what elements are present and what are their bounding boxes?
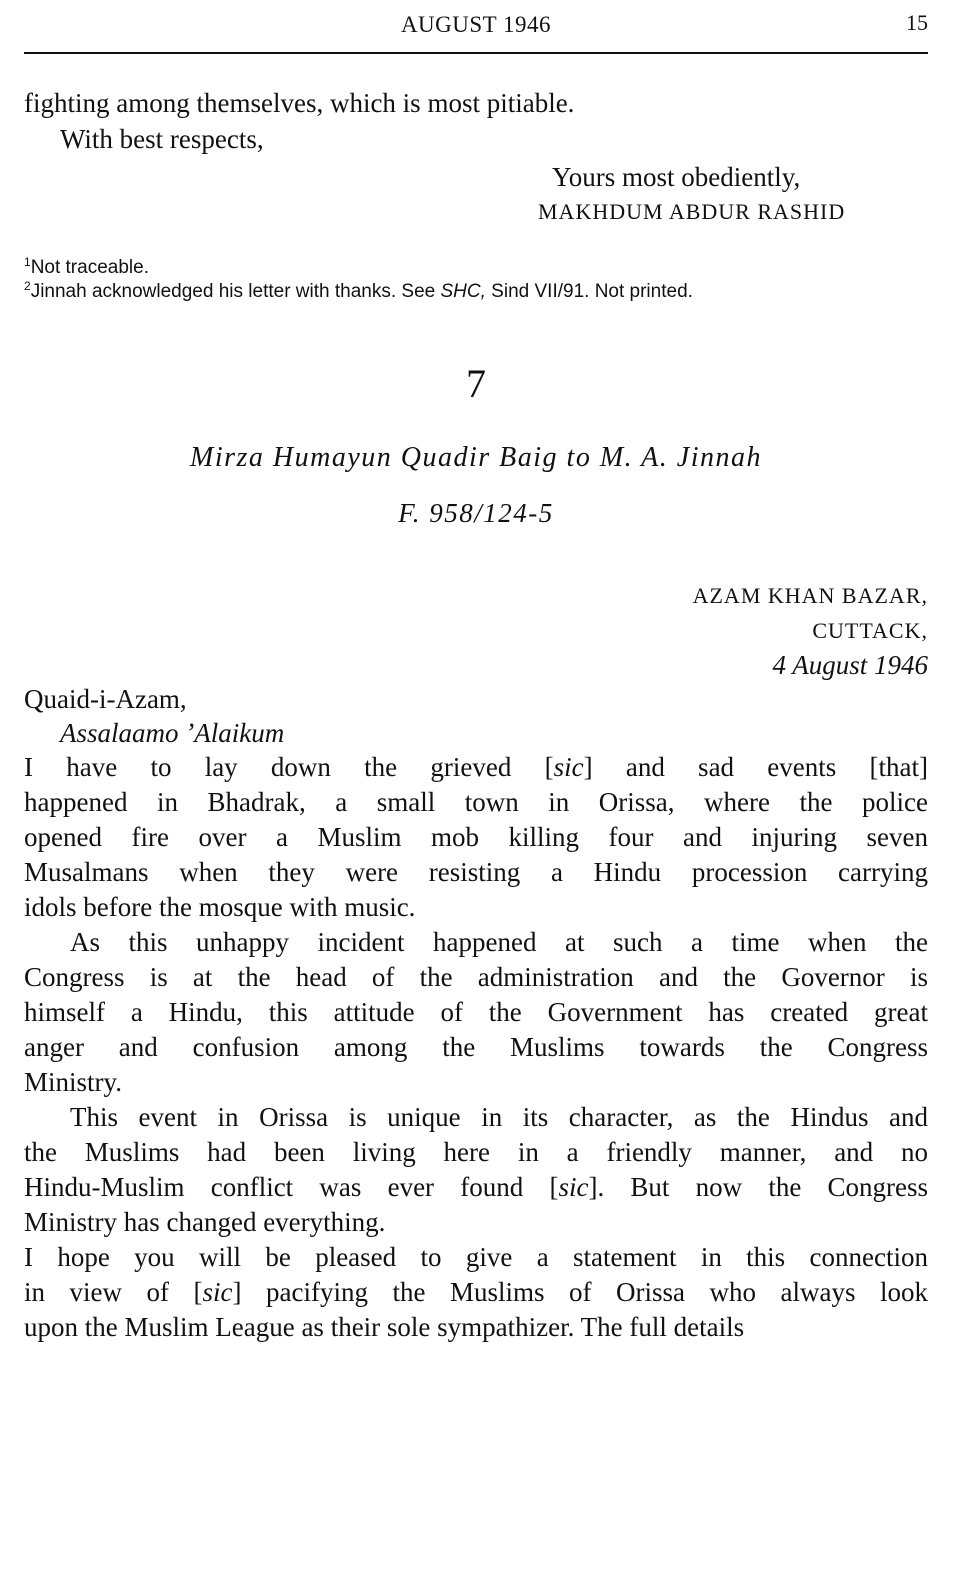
paragraph-line xyxy=(24,1170,928,1205)
greeting xyxy=(24,716,928,751)
previous-letter-regards: With best respects, xyxy=(60,124,264,154)
paragraph-line xyxy=(24,1275,928,1310)
line-text: ] pacifying the Muslims of Orissa who always look xyxy=(232,1277,929,1307)
paragraph-line xyxy=(24,1065,928,1100)
line-text: As this unhappy incident happened at such a time when the xyxy=(70,927,928,957)
line-text: This event in Orissa is unique in its character, as the Hindus and xyxy=(70,1102,928,1132)
letter-body xyxy=(24,750,928,1345)
document-reference: F. 958/124-5 xyxy=(398,498,554,528)
paragraph-line xyxy=(24,1205,928,1240)
running-head xyxy=(24,8,928,44)
line-text: the Muslims had been living here in a friendly manner, and no xyxy=(24,1137,928,1167)
paragraph-line xyxy=(24,855,928,890)
sic-mark: sic xyxy=(202,1277,233,1307)
footnote-1 xyxy=(24,256,928,280)
sender-address xyxy=(693,578,928,683)
sic-mark: sic xyxy=(558,1172,589,1202)
paragraph-line xyxy=(24,925,928,960)
paragraph-line xyxy=(24,1240,928,1275)
header-rule xyxy=(24,52,928,54)
paragraph-line xyxy=(24,820,928,855)
footnote-marker: 1 xyxy=(24,255,31,269)
letter-paragraph xyxy=(24,750,928,925)
address-line: CUTTACK, xyxy=(812,618,928,643)
paragraph-line xyxy=(24,890,928,925)
book-page xyxy=(24,0,928,1591)
document-number: 7 xyxy=(466,361,486,406)
page-number: 15 xyxy=(906,10,928,35)
line-text: Hindu-Muslim conflict was ever found [ xyxy=(24,1172,559,1202)
previous-letter-signature: MAKHDUM ABDUR RASHID xyxy=(538,199,846,224)
letter-date: 4 August 1946 xyxy=(772,650,928,680)
line-text: idols before the mosque with music. xyxy=(24,892,416,922)
paragraph-line xyxy=(24,1030,928,1065)
line-text: ]. But now the Congress xyxy=(588,1172,929,1202)
paragraph-line xyxy=(24,1100,928,1135)
line-text: opened fire over a Muslim mob killing four and injuring seven xyxy=(24,822,928,852)
letter-paragraph xyxy=(24,925,928,1100)
footnote-text: Sind VII/91. Not printed. xyxy=(485,281,693,302)
footnote-2 xyxy=(24,280,928,304)
footnote-italic-abbrev: SHC, xyxy=(440,281,486,302)
line-text: Congress is at the head of the administration and the Governor is xyxy=(24,962,928,992)
line-text: Ministry has changed everything. xyxy=(24,1207,386,1237)
previous-letter-closing-line: fighting among themselves, which is most pitiable. xyxy=(24,88,575,118)
sic-mark: sic xyxy=(553,752,584,782)
line-text: I have to lay down the grieved [ xyxy=(24,752,554,782)
footnote-marker: 2 xyxy=(24,279,31,293)
footnote-text: Not traceable. xyxy=(30,257,149,278)
paragraph-line xyxy=(24,960,928,995)
letter-paragraph xyxy=(24,1100,928,1240)
letter-paragraph xyxy=(24,1240,928,1345)
line-text: in view of [ xyxy=(24,1277,203,1307)
line-text: Musalmans when they were resisting a Hindu procession carrying xyxy=(24,857,928,887)
document-title: Mirza Humayun Quadir Baig to M. A. Jinnah xyxy=(190,442,762,473)
line-text: ] and sad events [that] xyxy=(583,752,928,782)
greeting-text: Assalaamo ʼAlaikum xyxy=(60,718,285,748)
paragraph-line xyxy=(24,1310,928,1345)
paragraph-line xyxy=(24,750,928,785)
line-text: I hope you will be pleased to give a statement in this connection xyxy=(24,1242,928,1272)
line-text: upon the Muslim League as their sole sympathizer. The full details xyxy=(24,1312,745,1342)
line-text: Ministry. xyxy=(24,1067,123,1097)
line-text: happened in Bhadrak, a small town in Orissa, where the police xyxy=(24,787,928,817)
paragraph-line xyxy=(24,785,928,820)
line-text: himself a Hindu, this attitude of the Government has created great xyxy=(24,997,928,1027)
running-title: AUGUST 1946 xyxy=(400,12,552,37)
line-text: anger and confusion among the Muslims towards the Congress xyxy=(24,1032,928,1062)
address-line: AZAM KHAN BAZAR, xyxy=(692,583,928,608)
previous-letter-valediction: Yours most obediently, xyxy=(552,162,801,192)
paragraph-line xyxy=(24,995,928,1030)
salutation: Quaid-i-Azam, xyxy=(24,684,187,714)
paragraph-line xyxy=(24,1135,928,1170)
footnote-text: Jinnah acknowledged his letter with thanks. See xyxy=(30,281,441,302)
